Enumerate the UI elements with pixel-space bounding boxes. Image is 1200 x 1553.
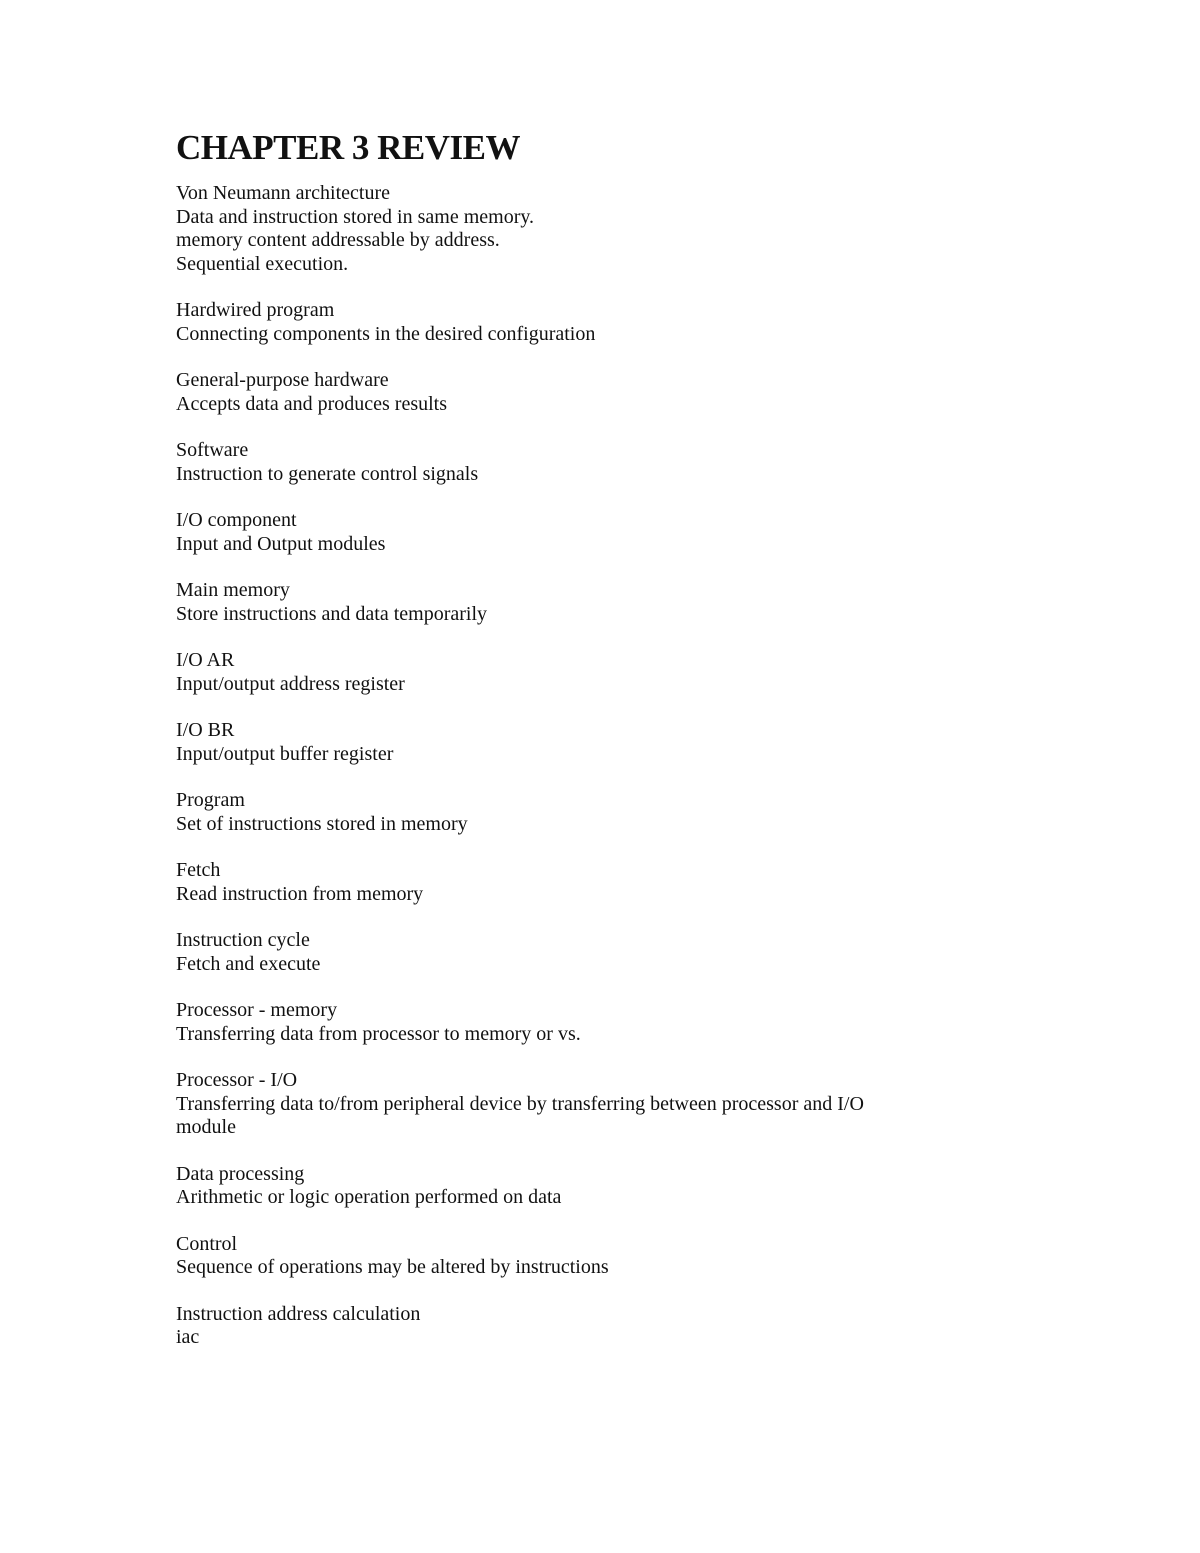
entry-term: Program — [176, 789, 245, 811]
review-entry — [176, 1303, 1036, 1350]
entry-definition-line: Connecting components in the desired configuration — [176, 322, 596, 345]
review-entry — [176, 1069, 1036, 1140]
entry-term: I/O AR — [176, 649, 235, 671]
entry-definition-line: Input/output address register — [176, 672, 405, 695]
review-entry — [176, 579, 1036, 626]
entry-term: Control — [176, 1232, 238, 1255]
entry-definition-line: Accepts data and produces results — [176, 392, 448, 415]
entry-definition-line: Transferring data from processor to memory or vs. — [176, 1022, 581, 1045]
entry-definition-line: Instruction to generate control signals — [176, 462, 479, 485]
review-entry — [176, 1163, 1036, 1210]
entry-term: Data processing — [176, 1162, 305, 1185]
entry-term: Hardwired program — [176, 299, 335, 321]
entry-definition-line: Arithmetic or logic operation performed on data — [176, 1186, 562, 1208]
entry-definition-line: Fetch and execute — [176, 952, 321, 975]
entry-definition-line: Sequence of operations may be altered by instructions — [176, 1256, 609, 1278]
entry-term: Processor - memory — [176, 999, 338, 1021]
entry-definition-line: Input/output buffer register — [176, 742, 394, 765]
entry-term: General-purpose hardware — [176, 369, 389, 391]
entry-term: Von Neumann architecture — [176, 182, 390, 204]
review-entries — [176, 182, 1036, 1350]
document-page — [176, 128, 1036, 1373]
entry-definition-line: module — [176, 1116, 236, 1138]
entry-term: Instruction address calculation — [176, 1302, 421, 1325]
review-entry — [176, 182, 1036, 276]
review-entry — [176, 369, 1036, 416]
page-title: CHAPTER 3 REVIEW — [176, 128, 520, 167]
entry-term: Software — [176, 439, 249, 461]
entry-term: I/O BR — [176, 719, 235, 741]
entry-term: Processor - I/O — [176, 1069, 298, 1091]
review-entry — [176, 999, 1036, 1046]
review-entry — [176, 859, 1036, 906]
entry-definition-line: Store instructions and data temporarily — [176, 602, 488, 625]
entry-definition-line: Set of instructions stored in memory — [176, 812, 468, 835]
entry-definition-line: Read instruction from memory — [176, 882, 424, 905]
entry-definition-line: Transferring data to/from peripheral device by transferring between processor and I/O — [176, 1092, 864, 1115]
entry-definition-line: iac — [176, 1326, 200, 1348]
review-entry — [176, 789, 1036, 836]
review-entry — [176, 649, 1036, 696]
review-entry — [176, 719, 1036, 766]
entry-term: Main memory — [176, 579, 290, 601]
review-entry — [176, 929, 1036, 976]
review-entry — [176, 439, 1036, 486]
entry-term: I/O component — [176, 509, 297, 531]
review-entry — [176, 509, 1036, 556]
review-entry — [176, 1233, 1036, 1280]
entry-term: Instruction cycle — [176, 929, 310, 951]
entry-definition-line: memory content addressable by address. — [176, 229, 500, 251]
entry-term: Fetch — [176, 859, 221, 881]
entry-definition-line: Input and Output modules — [176, 532, 386, 555]
entry-definition-line: Data and instruction stored in same memory. — [176, 205, 535, 228]
review-entry — [176, 299, 1036, 346]
entry-definition-line: Sequential execution. — [176, 252, 349, 275]
